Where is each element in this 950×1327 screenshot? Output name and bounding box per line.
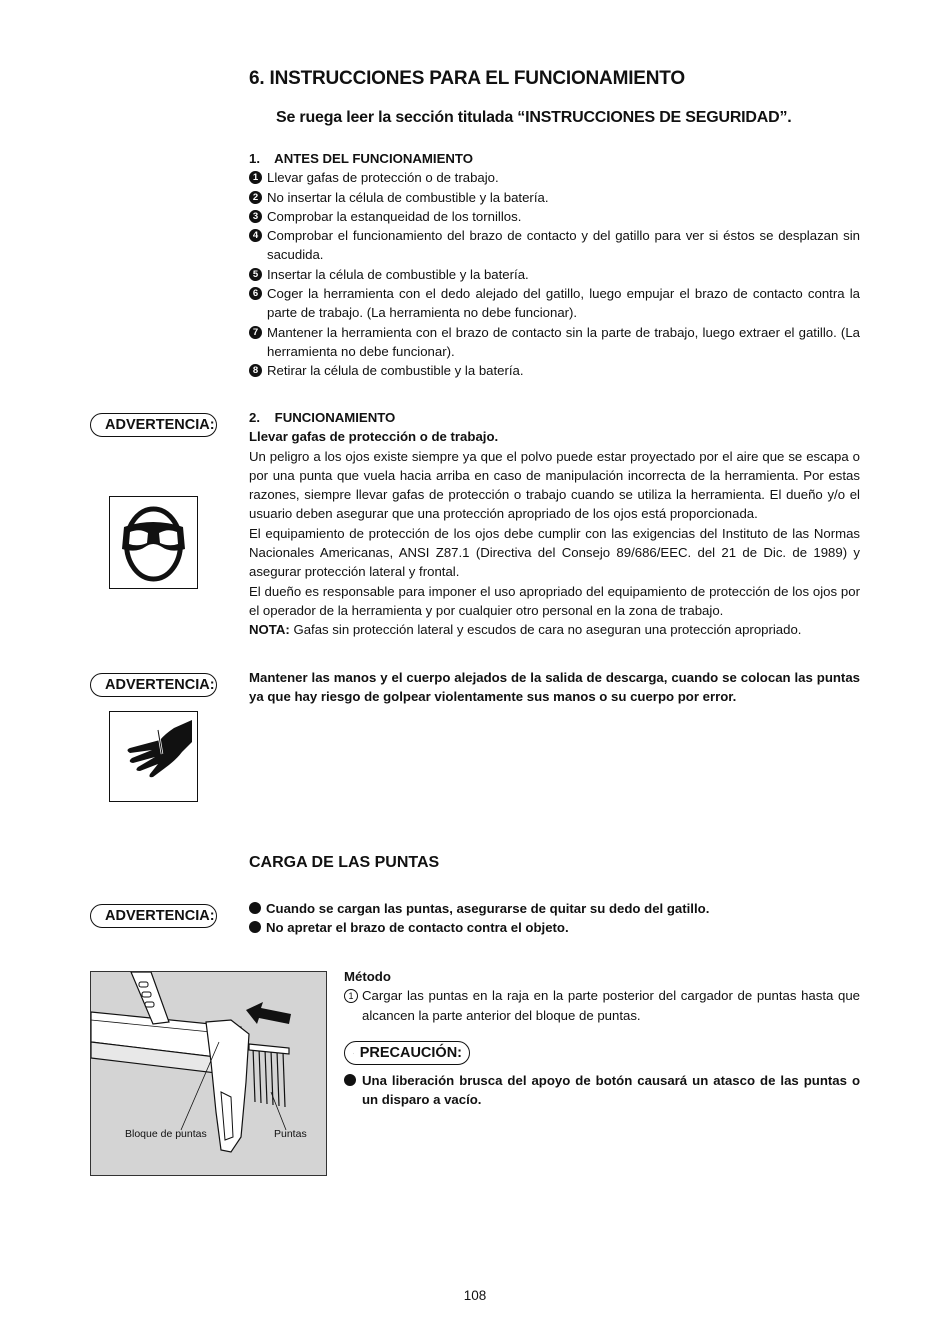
note-text: Gafas sin protección lateral y escudos de cara no aseguran una protección apropriado. [289,622,802,638]
list-item [249,207,860,226]
section2-subheading: Llevar gafas de protección o de trabajo. [249,429,499,445]
caution-text: Una liberación brusca del apoyo de botón causará un atasco de las puntas o un disparo a vacío. [362,1073,860,1108]
goggles-icon [109,496,198,589]
list-item [249,188,860,207]
bullet-icon [249,902,261,914]
step-number-badge: 4 [249,229,262,242]
step-text: Retirar la célula de combustible y la batería. [267,363,524,379]
figure-label-nails: Puntas [274,1128,307,1140]
step-number: 1 [344,989,358,1003]
warning-label: ADVERTENCIA: [105,417,215,433]
step-number-badge: 2 [249,191,262,204]
step-text: Comprobar la estanqueidad de los tornillos. [267,208,522,224]
step-number-badge: 6 [249,287,262,300]
method-heading: Método [344,969,391,984]
section2-paragraph-3: El dueño es responsable para imponer el uso apropriado del equipamiento de protección de los ojos por el operador de la herramienta y por cualquier otro personal en la zona de trabajo. [249,583,860,618]
step-text: Comprobar el funcionamiento del brazo de contacto y del gatillo para ver si éstos se desplazan sin sacudida. [267,228,860,263]
discharge-warning-text: Mantener las manos y el cuerpo alejados de la salida de descarga, cuando se colocan las puntas ya que hay riesgo de golpear violentamente sus manos o su cuerpo por error. [249,670,860,705]
section-operation [249,408,860,640]
section2-heading: 2. FUNCIONAMIENTO [249,410,396,425]
step-number-badge: 1 [249,171,262,184]
list-item [249,168,860,187]
step-number-badge: 8 [249,364,262,377]
bullet-icon [249,921,261,933]
warning-badge [90,673,217,697]
step-text: No insertar la célula de combustible y la batería. [267,189,549,205]
list-item [249,226,860,265]
list-item: Cuando se cargan las puntas, asegurarse de quitar su dedo del gatillo. [249,899,860,918]
nail-loading-illustration [90,971,327,1176]
page-number: 108 [463,1288,487,1303]
warning-label: ADVERTENCIA: [105,677,215,693]
section2-paragraph-2: El equipamiento de protección de los ojos debe cumplir con las exigencias del Instituto de las Normas Nacionales Americanas, ANSI Z87.1 (Directiva del Consejo 89/686/EEC. del 21 de Dic. de 1989) y asegurar protección lateral y frontal. [249,525,860,580]
method-section [344,967,860,1025]
page-title: 6. INSTRUCCIONES PARA EL FUNCIONAMIENTO [249,68,685,89]
caution-badge [344,1041,470,1065]
loading-bullets [249,899,860,938]
section-before-operation [249,149,860,381]
page-subtitle: Se ruega leer la sección titulada “INSTRUCCIONES DE SEGURIDAD”. [276,109,792,126]
step-number-badge: 3 [249,210,262,223]
section-loading-heading: CARGA DE LAS PUNTAS [249,854,440,871]
list-item [249,361,860,380]
step-number-badge: 5 [249,268,262,281]
figure-label-block: Bloque de puntas [125,1128,207,1140]
caution-label: PRECAUCIÓN: [359,1045,462,1061]
section2-note [249,620,860,639]
method-step [344,986,860,1025]
warning-triangle-icon [353,1047,354,1060]
warning-badge [90,904,217,928]
section1-heading: 1. ANTES DEL FUNCIONAMIENTO [249,151,473,166]
caution-text-block [344,1071,860,1110]
bullet-icon [344,1074,356,1086]
hand-hazard-icon [109,711,198,802]
step-text: Coger la herramienta con el dedo alejado del gatillo, luego empujar el brazo de contacto contra la parte de trabajo. (La herramienta no debe funcionar). [267,286,860,321]
list-item [249,284,860,323]
list-item: No apretar el brazo de contacto contra el objeto. [249,918,860,937]
warning-label: ADVERTENCIA: [105,908,215,924]
step-text: Llevar gafas de protección o de trabajo. [267,170,499,186]
step-text: Mantener la herramienta con el brazo de contacto sin la parte de trabajo, luego extraer el gatillo. (La herramienta no debe funcionar). [267,324,860,359]
section2-paragraph-1: Un peligro a los ojos existe siempre ya que el polvo puede estar proyectado por el aire que se escapa o por una punta que vuela hacia arriba en caso de manipulación incorrecta de la herramienta. Por estas razones, siempre llevar gafas de protección o trabajo cuando se utiliza la herramienta. El dueño y/o el usuario deben asegurar que una protección apropriado de los ojos está proporcionada. [249,448,860,522]
warning-badge [90,413,217,437]
step-number-badge: 7 [249,326,262,339]
note-label: NOTA: [249,622,290,638]
list-item [249,265,860,284]
list-item [249,323,860,362]
method-step-text: Cargar las puntas en la raja en la parte posterior del cargador de puntas hasta que alcancen la parte anterior del bloque de puntas. [362,988,860,1023]
step-text: Insertar la célula de combustible y la batería. [267,266,529,282]
list-item [344,1071,860,1110]
